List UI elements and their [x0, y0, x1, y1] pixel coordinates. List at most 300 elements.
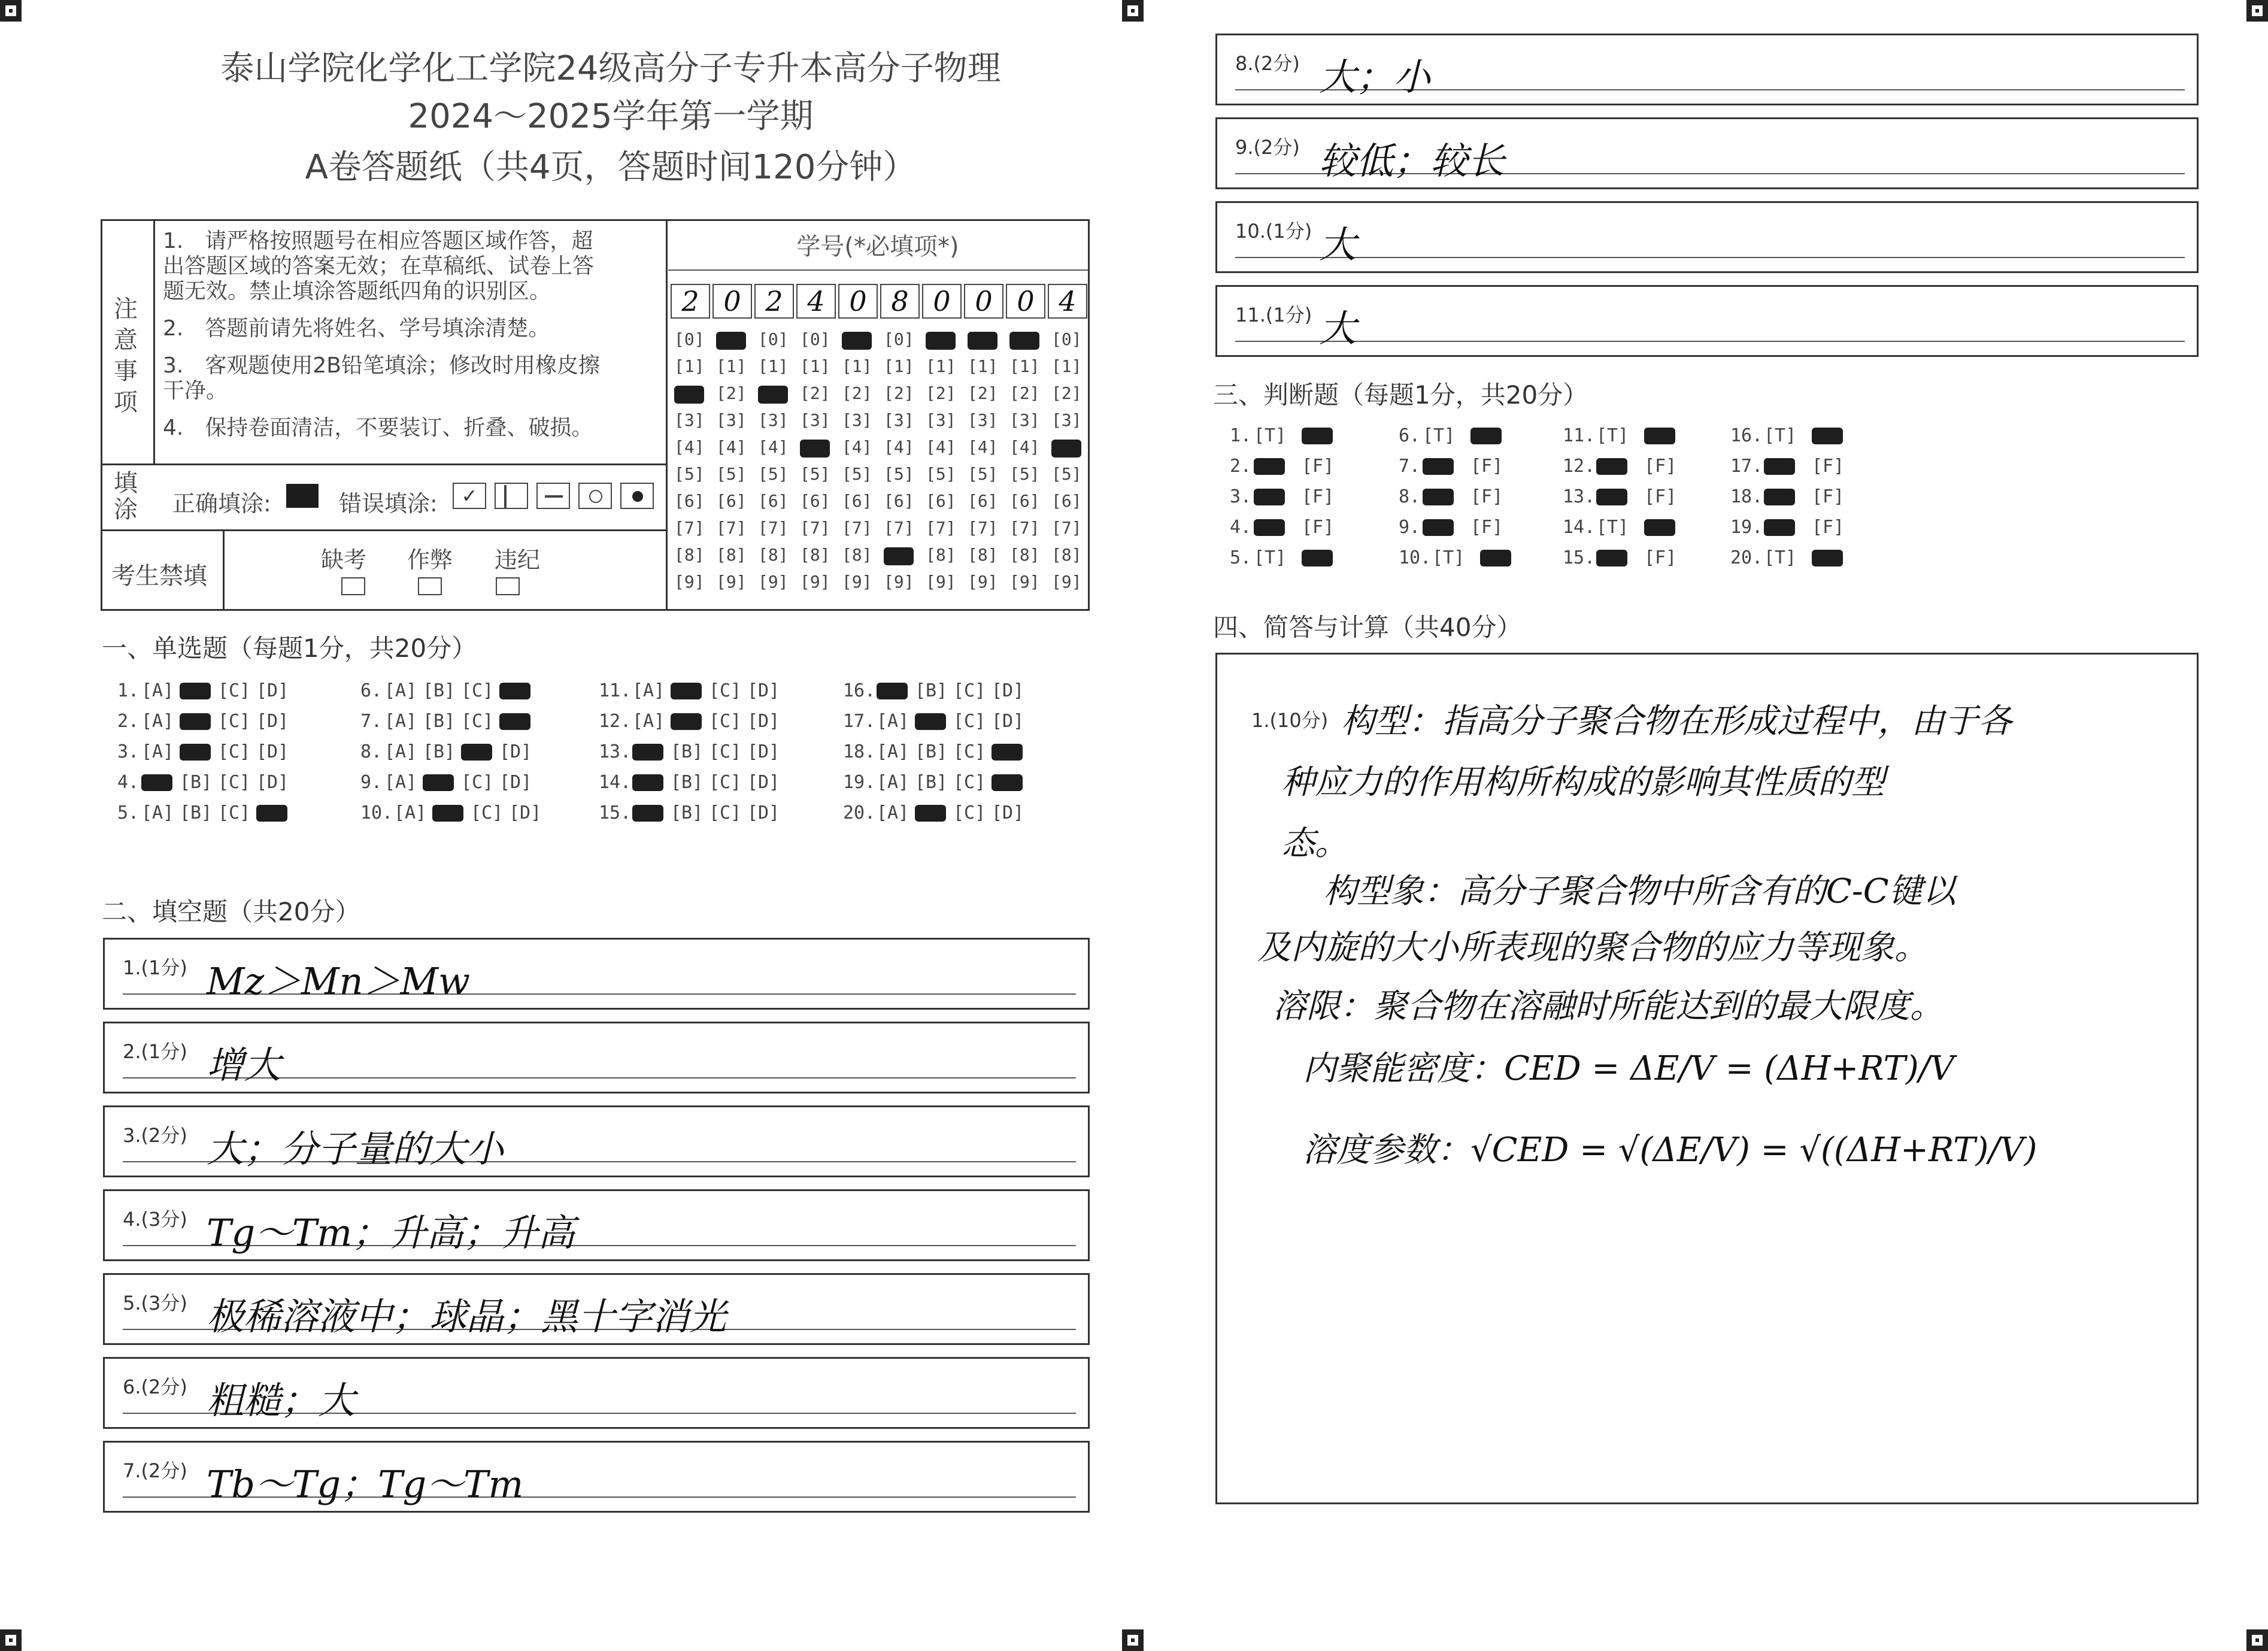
student-id-bubble[interactable]: [8]	[716, 545, 747, 565]
student-id-bubble[interactable]: [9]	[1051, 572, 1082, 592]
question-number: 11.	[599, 680, 632, 701]
answer-bubble[interactable]: [D]	[256, 772, 289, 793]
corner-marker-top-left	[0, 0, 22, 22]
student-id-bubble[interactable]: [1]	[1009, 356, 1040, 376]
answer-bubble[interactable]: [D]	[747, 802, 780, 823]
answer-bubble[interactable]: [A]	[877, 741, 909, 762]
tf-bubble-false[interactable]: [F]	[1644, 547, 1677, 568]
tf-bubble-filled[interactable]	[1423, 519, 1454, 536]
question-number: 4.	[117, 772, 140, 793]
student-id-bubble[interactable]: [8]	[800, 545, 830, 565]
student-id-bubble[interactable]: [7]	[1051, 518, 1082, 538]
fill-blank-answer-box[interactable]	[103, 1357, 1090, 1429]
student-id-bubble[interactable]: [7]	[842, 518, 872, 538]
tf-bubble-filled[interactable]	[1596, 550, 1627, 567]
student-id-bubble[interactable]: [3]	[968, 410, 998, 430]
answer-bubble[interactable]: [B]	[915, 741, 948, 762]
student-id-bubble[interactable]: [5]	[842, 464, 872, 484]
tf-bubble-filled[interactable]	[1470, 428, 1502, 444]
notice-item: 4. 保持卷面清洁，不要装订、折叠、破损。	[163, 416, 593, 440]
student-id-bubble[interactable]: [4]	[674, 437, 705, 457]
answer-bubble[interactable]: [C]	[461, 680, 494, 701]
tf-bubble-filled[interactable]	[1254, 489, 1285, 505]
student-id-bubble[interactable]: [5]	[884, 464, 914, 484]
fill-blank-answer-box[interactable]	[1215, 201, 2199, 273]
fill-blank-answer: 较低；较长	[1319, 139, 1505, 183]
student-id-bubble[interactable]: [8]	[1009, 545, 1040, 565]
answer-bubble-filled[interactable]	[499, 713, 530, 730]
tf-bubble-filled[interactable]	[1423, 458, 1454, 475]
answer-bubble[interactable]: [C]	[461, 711, 494, 732]
student-id-bubble-filled[interactable]	[884, 547, 914, 565]
student-id-bubble[interactable]: [7]	[884, 518, 914, 538]
answer-bubble[interactable]: [C]	[709, 711, 742, 732]
tf-bubble-false[interactable]: [F]	[1644, 456, 1677, 477]
answer-bubble-filled[interactable]	[632, 744, 663, 761]
student-id-bubble[interactable]: [3]	[926, 410, 956, 430]
fill-blank-answer: 大；小	[1319, 55, 1431, 99]
tf-bubble-false[interactable]: [F]	[1470, 456, 1503, 477]
tf-bubble-false[interactable]: [F]	[1644, 486, 1677, 507]
essay-line: 态。	[1281, 824, 1348, 863]
student-id-bubble[interactable]: [7]	[716, 518, 747, 538]
student-id-bubble[interactable]: [3]	[758, 410, 789, 430]
answer-bubble[interactable]: [C]	[218, 680, 251, 701]
student-id-bubble[interactable]: [7]	[674, 518, 705, 538]
answer-bubble-filled[interactable]	[632, 805, 663, 822]
student-id-digit-cell: 8	[880, 284, 920, 319]
question-number: 17.	[843, 711, 876, 732]
student-id-bubble-filled[interactable]	[1051, 440, 1081, 458]
answer-bubble[interactable]: [D]	[256, 741, 289, 762]
student-id-bubble[interactable]: [5]	[968, 464, 998, 484]
student-id-bubble[interactable]: [9]	[716, 572, 747, 592]
wrong-fill-circle-icon	[578, 483, 612, 509]
answer-bubble-filled[interactable]	[180, 713, 211, 730]
student-id-bubble[interactable]: [8]	[674, 545, 705, 565]
answer-bubble[interactable]: [D]	[992, 802, 1024, 823]
wrong-fill-dot-icon	[620, 483, 654, 509]
question-number: 15.	[1563, 547, 1596, 568]
student-id-digit-cell: 0	[922, 284, 962, 319]
student-id-bubble[interactable]: [9]	[1009, 572, 1040, 592]
student-id-bubble[interactable]: [2]	[800, 383, 830, 403]
question-number: 10.	[1399, 547, 1432, 568]
tf-bubble-filled[interactable]	[1480, 550, 1511, 567]
answer-bubble-filled[interactable]	[632, 774, 663, 791]
question-number: 20.	[843, 802, 876, 823]
student-id-bubble[interactable]: [6]	[968, 491, 998, 511]
answer-bubble-filled[interactable]	[461, 744, 492, 761]
student-id-bubble[interactable]: [8]	[968, 545, 998, 565]
student-id-bubble[interactable]: [6]	[758, 491, 789, 511]
answer-bubble[interactable]: [A]	[384, 772, 417, 793]
answer-bubble-filled[interactable]	[915, 805, 946, 822]
question-number: 13.	[1563, 486, 1596, 507]
student-id-bubble[interactable]: [6]	[716, 491, 747, 511]
fill-blank-answer: 增大	[207, 1043, 281, 1087]
student-id-bubble[interactable]: [4]	[926, 437, 956, 457]
student-id-digit-cell: 4	[1048, 284, 1087, 319]
answer-bubble[interactable]: [C]	[709, 680, 742, 701]
fill-blank-label: 11.(1分)	[1235, 304, 1312, 326]
student-id-bubble[interactable]: [5]	[674, 464, 705, 484]
student-id-bubble[interactable]: [9]	[842, 572, 872, 592]
student-id-bubble-filled[interactable]	[758, 386, 788, 404]
fill-blank-answer-box[interactable]	[103, 1273, 1090, 1345]
student-id-bubble[interactable]: [9]	[884, 572, 914, 592]
answer-bubble-filled[interactable]	[671, 713, 702, 730]
answer-bubble[interactable]: [D]	[256, 680, 289, 701]
notice-item: 出答题区域的答案无效；在草稿纸、试卷上答	[163, 254, 595, 278]
answer-bubble[interactable]: [C]	[709, 772, 742, 793]
answer-bubble[interactable]: [D]	[992, 680, 1024, 701]
answer-bubble[interactable]: [A]	[632, 711, 665, 732]
answer-bubble[interactable]: [C]	[218, 711, 251, 732]
answer-bubble[interactable]: [A]	[141, 711, 174, 732]
answer-bubble[interactable]: [D]	[747, 741, 780, 762]
student-id-bubble[interactable]: [6]	[884, 491, 914, 511]
student-id-bubble[interactable]: [7]	[926, 518, 956, 538]
student-id-bubble[interactable]: [2]	[884, 383, 914, 403]
question-number: 12.	[599, 711, 632, 732]
question-number: 2.	[1230, 456, 1252, 477]
fill-blank-label: 2.(1分)	[123, 1040, 187, 1063]
fill-blank-answer-box[interactable]	[1215, 285, 2199, 357]
student-id-bubble[interactable]: [9]	[926, 572, 956, 592]
student-id-bubble[interactable]: [5]	[926, 464, 956, 484]
student-id-bubble[interactable]: [7]	[758, 518, 789, 538]
answer-bubble[interactable]: [A]	[877, 711, 909, 732]
fill-blank-answer: 大	[1319, 307, 1357, 350]
student-id-bubble[interactable]: [1]	[968, 356, 998, 376]
student-id-bubble[interactable]: [2]	[968, 383, 998, 403]
student-id-bubble[interactable]: [7]	[800, 518, 830, 538]
question-number: 19.	[1730, 517, 1763, 538]
student-id-bubble[interactable]: [4]	[968, 437, 998, 457]
fill-blank-answer: 极稀溶液中；球晶；黑十字消光	[207, 1295, 727, 1338]
answer-bubble-filled[interactable]	[992, 744, 1023, 761]
student-id-bubble[interactable]: [5]	[758, 464, 789, 484]
answer-bubble[interactable]: [B]	[180, 772, 213, 793]
question-number: 16.	[843, 680, 876, 701]
forbidden-violation-checkbox[interactable]	[496, 577, 520, 595]
student-id-bubble[interactable]: [6]	[800, 491, 830, 511]
notice-item: 2. 答题前请先将姓名、学号填涂清楚。	[163, 316, 550, 341]
fill-correct-label: 正确填涂:	[172, 490, 271, 517]
info-divider-vertical	[666, 219, 668, 611]
answer-bubble[interactable]: [C]	[218, 772, 251, 793]
answer-bubble[interactable]: [D]	[992, 711, 1024, 732]
answer-bubble-filled[interactable]	[877, 683, 908, 699]
student-id-bubble[interactable]: [3]	[1051, 410, 1082, 430]
question-number: 16.	[1730, 425, 1763, 446]
answer-bubble[interactable]: [D]	[256, 711, 289, 732]
fill-blank-answer-box[interactable]	[1215, 34, 2199, 105]
answer-bubble-filled[interactable]	[915, 713, 946, 730]
answer-bubble[interactable]: [D]	[747, 680, 780, 701]
student-id-bubble[interactable]: [3]	[716, 410, 747, 430]
student-id-bubble[interactable]: [4]	[884, 437, 914, 457]
essay-line: 溶限：聚合物在溶融时所能达到的最大限度。	[1273, 987, 1943, 1026]
tf-bubble-filled[interactable]	[1302, 550, 1333, 567]
student-id-bubble[interactable]: [4]	[758, 437, 789, 457]
answer-bubble[interactable]: [D]	[499, 772, 532, 793]
answer-bubble[interactable]: [A]	[384, 741, 417, 762]
question-number: 3.	[1230, 486, 1252, 507]
answer-bubble-filled[interactable]	[180, 744, 211, 761]
student-id-bubble[interactable]: [0]	[1051, 329, 1082, 349]
student-id-bubble[interactable]: [4]	[716, 437, 747, 457]
student-id-bubble[interactable]: [2]	[842, 383, 872, 403]
student-id-bubble[interactable]: [5]	[1009, 464, 1040, 484]
fill-blank-label: 10.(1分)	[1235, 220, 1312, 243]
answer-bubble-filled[interactable]	[499, 683, 530, 699]
notice-divider	[153, 219, 155, 464]
tf-bubble-false[interactable]: [F]	[1302, 456, 1335, 477]
tf-bubble-false[interactable]: [F]	[1812, 517, 1845, 538]
student-id-bubble[interactable]: [3]	[800, 410, 830, 430]
question-number: 20.	[1730, 547, 1763, 568]
answer-bubble[interactable]: [C]	[953, 741, 986, 762]
corner-marker-top-mid	[1122, 0, 1144, 22]
answer-bubble[interactable]: [A]	[141, 741, 174, 762]
answer-bubble-filled[interactable]	[432, 805, 463, 822]
student-id-bubble-filled[interactable]	[674, 386, 704, 404]
answer-bubble[interactable]: [D]	[747, 772, 780, 793]
student-id-bubble[interactable]: [4]	[842, 437, 872, 457]
answer-bubble-filled[interactable]	[423, 774, 454, 791]
student-id-bubble[interactable]: [1]	[758, 356, 789, 376]
answer-bubble-filled[interactable]	[671, 683, 702, 699]
tf-bubble-filled[interactable]	[1812, 550, 1843, 567]
student-id-bubble-filled[interactable]	[1009, 332, 1039, 350]
student-id-digit-cell: 4	[796, 284, 836, 319]
student-id-bubble[interactable]: [9]	[758, 572, 789, 592]
student-id-bubble[interactable]: [0]	[674, 329, 705, 349]
student-id-bubble[interactable]: [3]	[842, 410, 872, 430]
tf-bubble-true[interactable]: [T]	[1423, 425, 1456, 446]
student-id-bubble[interactable]: [1]	[1051, 356, 1082, 376]
fill-blank-label: 9.(2分)	[1235, 136, 1300, 159]
tf-bubble-filled[interactable]	[1644, 519, 1675, 536]
wrong-fill-check-icon: ✓	[453, 483, 486, 509]
student-id-bubble[interactable]: [1]	[842, 356, 872, 376]
student-id-bubble[interactable]: [2]	[716, 383, 747, 403]
student-id-title: 学号(*必填项*)	[796, 233, 959, 260]
short-answer-label: 1.(10分)	[1251, 709, 1329, 732]
student-id-bubble[interactable]: [2]	[1009, 383, 1040, 403]
answer-bubble-filled[interactable]	[992, 774, 1023, 791]
tf-bubble-true[interactable]: [T]	[1596, 517, 1629, 538]
tf-bubble-filled[interactable]	[1254, 458, 1285, 475]
answer-bubble[interactable]: [C]	[953, 680, 986, 701]
answer-bubble[interactable]: [A]	[384, 680, 417, 701]
essay-line: 构型象：高分子聚合物中所含有的C-C键以	[1323, 872, 1956, 911]
student-id-bubble-filled[interactable]	[926, 332, 956, 350]
answer-bubble[interactable]: [A]	[141, 680, 174, 701]
student-id-bubble[interactable]: [1]	[884, 356, 914, 376]
header-line-3: A卷答题纸（共4页，答题时间120分钟）	[305, 148, 917, 187]
tf-bubble-true[interactable]: [T]	[1596, 425, 1629, 446]
student-id-bubble[interactable]: [9]	[968, 572, 998, 592]
corner-marker-bottom-mid	[1122, 1629, 1144, 1651]
student-id-bubble[interactable]: [2]	[926, 383, 956, 403]
fill-blank-label: 7.(2分)	[123, 1459, 187, 1482]
tf-bubble-false[interactable]: [F]	[1470, 517, 1503, 538]
student-id-bubble-filled[interactable]	[800, 440, 830, 458]
fill-blank-answer-box[interactable]	[103, 1022, 1090, 1093]
answer-bubble[interactable]: [B]	[671, 772, 704, 793]
answer-bubble[interactable]: [B]	[423, 711, 456, 732]
student-id-bubble[interactable]: [6]	[674, 491, 705, 511]
notice-item: 干净。	[163, 378, 228, 403]
tf-bubble-true[interactable]: [T]	[1254, 547, 1287, 568]
essay-line: 内聚能密度：CED = ΔE/V = (ΔH+RT)/V	[1303, 1049, 1955, 1088]
student-id-bubble[interactable]: [1]	[716, 356, 747, 376]
student-id-bubble[interactable]: [8]	[926, 545, 956, 565]
student-id-bubble[interactable]: [3]	[1009, 410, 1040, 430]
question-number: 10.	[360, 802, 393, 823]
tf-bubble-filled[interactable]	[1596, 489, 1627, 505]
question-number: 5.	[1230, 547, 1252, 568]
fill-blank-answer: 大；分子量的大小	[207, 1127, 504, 1171]
answer-bubble[interactable]: [D]	[509, 802, 542, 823]
student-id-bubble[interactable]: [0]	[758, 329, 789, 349]
student-id-bubble-filled[interactable]	[716, 332, 746, 350]
fill-blank-answer-box[interactable]	[103, 1441, 1090, 1513]
student-id-bubble[interactable]: [2]	[1051, 383, 1082, 403]
answer-bubble[interactable]: [B]	[423, 741, 456, 762]
corner-marker-bottom-left	[0, 1629, 22, 1651]
student-id-bubble[interactable]: [7]	[1009, 518, 1040, 538]
question-number: 14.	[599, 772, 632, 793]
answer-bubble[interactable]: [B]	[915, 680, 948, 701]
answer-bubble[interactable]: [C]	[953, 772, 986, 793]
tf-bubble-filled[interactable]	[1423, 489, 1454, 505]
answer-bubble[interactable]: [A]	[632, 680, 665, 701]
answer-bubble[interactable]: [B]	[423, 680, 456, 701]
fill-blank-answer-box[interactable]	[1215, 117, 2199, 189]
answer-bubble[interactable]: [C]	[709, 741, 742, 762]
answer-bubble[interactable]: [A]	[384, 711, 417, 732]
notice-item: 3. 客观题使用2B铅笔填涂；修改时用橡皮擦	[163, 353, 600, 378]
student-id-bubble[interactable]: [8]	[758, 545, 789, 565]
answer-bubble-filled[interactable]	[180, 683, 211, 699]
student-id-bubble[interactable]: [4]	[1009, 437, 1040, 457]
tf-bubble-false[interactable]: [F]	[1812, 486, 1845, 507]
answer-bubble-filled[interactable]	[141, 774, 172, 791]
tf-bubble-filled[interactable]	[1254, 519, 1285, 536]
student-id-bubble[interactable]: [6]	[1051, 491, 1082, 511]
fill-blank-answer-box[interactable]	[103, 938, 1090, 1010]
answer-bubble[interactable]: [B]	[180, 802, 213, 823]
student-id-bubble[interactable]: [6]	[926, 491, 956, 511]
student-id-bubble[interactable]: [1]	[926, 356, 956, 376]
essay-line: 种应力的作用构所构成的影响其性质的型	[1281, 763, 1885, 802]
student-id-bubble[interactable]: [5]	[1051, 464, 1082, 484]
student-id-rule	[668, 269, 1088, 271]
fill-blank-answer-box[interactable]	[103, 1189, 1090, 1261]
student-id-bubble[interactable]: [6]	[1009, 491, 1040, 511]
student-id-bubble[interactable]: [5]	[800, 464, 830, 484]
question-number: 9.	[360, 772, 383, 793]
answer-bubble[interactable]: [C]	[953, 802, 986, 823]
fill-blank-answer-box[interactable]	[103, 1105, 1090, 1177]
student-id-bubble[interactable]: [9]	[800, 572, 830, 592]
student-id-digit-cell: 2	[671, 284, 710, 319]
student-id-bubble[interactable]: [7]	[968, 518, 998, 538]
answer-bubble[interactable]: [A]	[394, 802, 427, 823]
student-id-bubble[interactable]: [1]	[674, 356, 705, 376]
student-id-bubble[interactable]: [9]	[674, 572, 705, 592]
tf-bubble-filled[interactable]	[1596, 458, 1627, 475]
student-id-bubble[interactable]: [1]	[800, 356, 830, 376]
answer-bubble[interactable]: [C]	[218, 802, 251, 823]
answer-bubble[interactable]: [C]	[218, 741, 251, 762]
answer-bubble[interactable]: [B]	[671, 802, 704, 823]
wrong-fill-partial-icon	[495, 483, 528, 509]
question-number: 11.	[1563, 425, 1596, 446]
question-number: 8.	[360, 741, 383, 762]
student-id-bubble[interactable]: [8]	[842, 545, 872, 565]
tf-bubble-false[interactable]: [F]	[1302, 517, 1335, 538]
student-id-bubble[interactable]: [0]	[800, 329, 830, 349]
answer-bubble[interactable]: [B]	[915, 772, 948, 793]
answer-bubble-filled[interactable]	[256, 805, 287, 822]
answer-bubble[interactable]: [A]	[877, 802, 909, 823]
answer-bubble[interactable]: [D]	[747, 711, 780, 732]
answer-bubble[interactable]: [C]	[953, 711, 986, 732]
tf-bubble-filled[interactable]	[1644, 428, 1675, 444]
forbidden-cheat-checkbox[interactable]	[418, 577, 442, 595]
tf-bubble-true[interactable]: [T]	[1764, 425, 1797, 446]
answer-bubble[interactable]: [D]	[499, 741, 532, 762]
answer-bubble[interactable]: [B]	[671, 741, 704, 762]
tf-bubble-true[interactable]: [T]	[1432, 547, 1465, 568]
student-id-bubble[interactable]: [3]	[884, 410, 914, 430]
tf-bubble-filled[interactable]	[1812, 428, 1843, 444]
tf-bubble-filled[interactable]	[1764, 489, 1795, 505]
fill-blank-label: 8.(2分)	[1235, 52, 1300, 75]
student-id-bubble[interactable]: [0]	[884, 329, 914, 349]
tf-bubble-filled[interactable]	[1764, 519, 1795, 536]
student-id-bubble[interactable]: [5]	[716, 464, 747, 484]
student-id-bubble[interactable]: [6]	[842, 491, 872, 511]
tf-bubble-true[interactable]: [T]	[1254, 425, 1287, 446]
question-number: 8.	[1399, 486, 1421, 507]
answer-bubble[interactable]: [A]	[877, 772, 909, 793]
student-id-bubble[interactable]: [8]	[1051, 545, 1082, 565]
fill-blank-answer: Tb～Tg；Tg～Tm	[207, 1462, 524, 1506]
student-id-bubble-filled[interactable]	[968, 332, 997, 350]
answer-bubble[interactable]: [C]	[471, 802, 504, 823]
forbidden-absent-checkbox[interactable]	[341, 577, 365, 595]
tf-bubble-false[interactable]: [F]	[1470, 486, 1503, 507]
student-id-bubble-filled[interactable]	[842, 332, 872, 350]
answer-bubble[interactable]: [C]	[709, 802, 742, 823]
header-line-1: 泰山学院化学化工学院24级高分子专升本高分子物理	[220, 49, 1001, 88]
tf-bubble-true[interactable]: [T]	[1764, 547, 1797, 568]
tf-bubble-filled[interactable]	[1764, 458, 1795, 475]
tf-bubble-filled[interactable]	[1302, 428, 1333, 444]
tf-bubble-false[interactable]: [F]	[1812, 456, 1845, 477]
student-id-bubble[interactable]: [3]	[674, 410, 705, 430]
question-number: 17.	[1730, 456, 1763, 477]
answer-bubble[interactable]: [C]	[461, 772, 494, 793]
tf-bubble-false[interactable]: [F]	[1302, 486, 1335, 507]
answer-bubble[interactable]: [A]	[141, 802, 174, 823]
